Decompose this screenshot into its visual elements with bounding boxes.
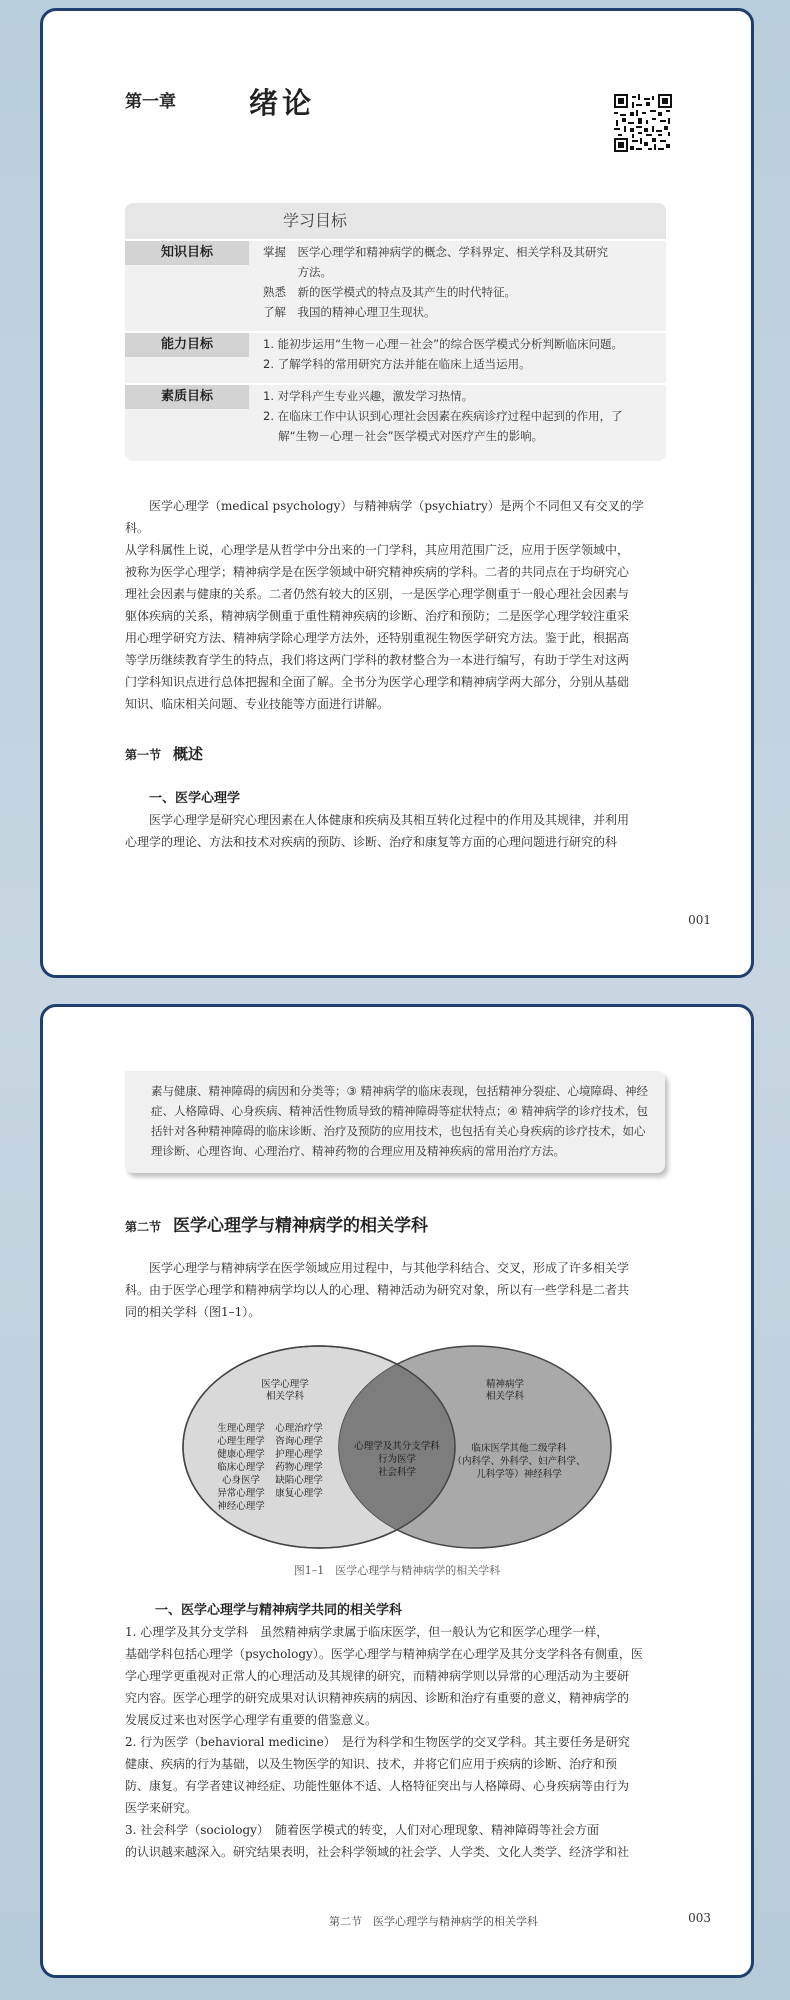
venn-left-item: 神经心理学 xyxy=(217,1501,265,1512)
section-number: 第二节 xyxy=(125,1220,162,1234)
chapter-label: 第一章 xyxy=(125,92,176,112)
goals-label: 能力目标 xyxy=(125,333,249,357)
subsection-paragraph xyxy=(125,809,665,853)
text-line: 究内容。医学心理学的研究成果对认识精神疾病的病因、诊断和治疗有重要的意义，精神病学的 xyxy=(125,1691,630,1705)
goals-header: 学习目标 xyxy=(125,203,666,239)
page-number: 003 xyxy=(688,1911,711,1925)
venn-left-item: 健康心理学 xyxy=(217,1449,265,1460)
page-tab-marker xyxy=(740,51,754,65)
text-line: 理社会因素与健康的关系。二者仍然有较大的区别，一是医学心理学侧重于一般心理社会因素与 xyxy=(125,587,630,601)
subsection-heading: 一、医学心理学与精神病学共同的相关学科 xyxy=(155,1603,403,1618)
venn-left-item: 咨询心理学 xyxy=(275,1436,323,1447)
text-line: 学心理学更重视对正常人的心理活动及其规律的研究，而精神病学则以异常的心理活动为主要研 xyxy=(125,1669,630,1683)
section-heading xyxy=(125,743,203,764)
text-line: 医学心理学（medical psychology）与精神病学（psychiatry）是两个不同但又有交叉的学科。 xyxy=(125,499,644,535)
summary-line: 理诊断、心理咨询、心理治疗、精神药物的合理应用及精神疾病的常用治疗方法。 xyxy=(151,1144,565,1158)
venn-left-item: 生理心理学 xyxy=(217,1423,265,1434)
list-item xyxy=(125,1819,665,1863)
goals-line: 2. 在临床工作中认识到心理社会因素在疾病诊疗过程中起到的作用，了 xyxy=(263,409,623,423)
page-001 xyxy=(40,8,754,978)
text-line: 用心理学研究方法、精神病学除心理学方法外，还特别重视生物医学研究方法。鉴于此，根据高 xyxy=(125,631,630,645)
text-line: 被称为医学心理学；精神病学是在医学领域中研究精神疾病的学科。二者的共同点在于均研究心 xyxy=(125,565,630,579)
text-line: 医学来研究。 xyxy=(125,1801,198,1815)
section-title: 概述 xyxy=(173,745,204,763)
venn-diagram xyxy=(181,1343,613,1551)
text-line: 1. 心理学及其分支学科 虽然精神病学隶属于临床医学，但一般认为它和医学心理学一样， xyxy=(125,1625,609,1639)
goals-line: 方法。 xyxy=(263,265,332,279)
text-line: 心理学的理论、方法和技术对疾病的预防、诊断、治疗和康复等方面的心理问题进行研究的科 xyxy=(125,835,618,849)
venn-left-item: 心理生理学 xyxy=(217,1436,265,1447)
venn-center-item: 社会科学 xyxy=(377,1467,417,1478)
venn-right-item: 儿科学等）神经科学 xyxy=(476,1469,562,1480)
text-line: 知识、临床相关问题、专业技能等方面进行讲解。 xyxy=(125,697,390,711)
goals-line: 熟悉 新的医学模式的特点及其产生的时代特征。 xyxy=(263,285,516,299)
summary-line: 症、人格障碍、心身疾病、精神活性物质导致的精神障碍等症状特点；④ 精神病学的诊疗技术，包 xyxy=(151,1104,648,1118)
text-line: 从学科属性上说，心理学是从哲学中分出来的一门学科，其应用范围广泛，应用于医学领域中， xyxy=(125,543,630,557)
text-line: 防、康复。有学者建议神经症、功能性躯体不适、人格特征突出与人格障碍、心身疾病等由行为 xyxy=(125,1779,630,1793)
goals-line: 了解 我国的精神心理卫生现状。 xyxy=(263,305,436,319)
text-line: 同的相关学科（图1–1）。 xyxy=(125,1305,261,1319)
qr-code-icon[interactable] xyxy=(614,94,672,152)
goals-line: 掌握 医学心理学和精神病学的概念、学科界定、相关学科及其研究 xyxy=(263,245,608,259)
goals-line: 1. 对学科产生专业兴趣，激发学习热情。 xyxy=(263,389,474,403)
running-footer: 第二节 医学心理学与精神病学的相关学科 xyxy=(329,1915,538,1928)
page-003 xyxy=(40,1004,754,1978)
goals-row-knowledge xyxy=(125,239,666,331)
venn-left-item: 异常心理学 xyxy=(217,1488,265,1499)
text-line: 等学历继续教育学生的特点，我们将这两门学科的教材整合为一本进行编写，有助于学生对这两 xyxy=(125,653,630,667)
page-number: 001 xyxy=(688,913,711,927)
goals-line: 解“生物－心理－社会”医学模式对医疗产生的影响。 xyxy=(263,429,544,443)
goals-row-ability xyxy=(125,331,666,383)
chapter-title: 绪论 xyxy=(249,86,316,120)
section-heading xyxy=(125,1211,428,1236)
text-line: 2. 行为医学（behavioral medicine） 是行为科学和生物医学的交叉学科。其主要任务是研究 xyxy=(125,1735,630,1749)
venn-right-title: 精神病学 xyxy=(485,1379,525,1390)
section2-paragraph xyxy=(125,1257,665,1323)
venn-left-item: 缺陷心理学 xyxy=(275,1475,323,1486)
figure-caption: 图1–1 医学心理学与精神病学的相关学科 xyxy=(293,1564,501,1577)
text-line: 躯体疾病的关系，精神病学侧重于重性精神疾病的诊断、治疗和预防；二是医学心理学较注重采 xyxy=(125,609,630,623)
venn-left-item: 护理心理学 xyxy=(275,1449,323,1460)
venn-right-item: 临床医学其他二级学科 xyxy=(471,1443,567,1454)
text-line: 健康、疾病的行为基础，以及生物医学的知识、技术，并将它们应用于疾病的诊断、治疗和预 xyxy=(125,1757,618,1771)
list-item xyxy=(125,1621,665,1731)
venn-center-item: 心理学及其分支学科 xyxy=(354,1441,440,1452)
text-line: 的认识越来越深入。研究结果表明，社会科学领域的社会学、人学类、文化人类学、经济学和社 xyxy=(125,1845,630,1859)
goals-line: 2. 了解学科的常用研究方法并能在临床上适当运用。 xyxy=(263,357,531,371)
text-line: 医学心理学是研究心理因素在人体健康和疾病及其相互转化过程中的作用及其规律，并利用 xyxy=(125,813,630,827)
goals-row-quality xyxy=(125,383,666,459)
intro-paragraph xyxy=(125,495,665,715)
venn-left-item: 心身医学 xyxy=(221,1475,261,1486)
venn-left-item: 药物心理学 xyxy=(275,1462,323,1473)
goals-line: 1. 能初步运用“生物－心理－社会”的综合医学模式分析判断临床问题。 xyxy=(263,337,624,351)
venn-center-item: 行为医学 xyxy=(377,1454,417,1465)
goals-label: 素质目标 xyxy=(125,385,249,409)
venn-left-title: 相关学科 xyxy=(265,1391,305,1402)
venn-left-item: 临床心理学 xyxy=(217,1462,265,1473)
summary-line: 素与健康、精神障碍的病因和分类等；③ 精神病学的临床表现，包括精神分裂症、心境障碍、神经 xyxy=(151,1084,648,1098)
text-line: 3. 社会科学（sociology） 随着医学模式的转变，人们对心理现象、精神障碍等社会方面 xyxy=(125,1823,599,1837)
subsection-heading: 一、医学心理学 xyxy=(149,791,241,806)
learning-goals-box xyxy=(125,203,666,461)
text-line: 科。由于医学心理学和精神病学均以人的心理、精神活动为研究对象，所以有一些学科是二者共 xyxy=(125,1283,630,1297)
venn-left-item: 康复心理学 xyxy=(275,1488,323,1499)
list-item xyxy=(125,1731,665,1819)
section-number: 第一节 xyxy=(125,748,162,762)
text-line: 门学科知识点进行总体把握和全面了解。全书分为医学心理学和精神病学两大部分，分别从基础 xyxy=(125,675,630,689)
section-title: 医学心理学与精神病学的相关学科 xyxy=(173,1216,429,1236)
summary-box xyxy=(125,1071,665,1173)
venn-right-item: （内科学、外科学、妇产科学、 xyxy=(452,1456,586,1467)
text-line: 发展反过来也对医学心理学有重要的借鉴意义。 xyxy=(125,1713,378,1727)
goals-label: 知识目标 xyxy=(125,241,249,265)
text-line: 基础学科包括心理学（psychology）。医学心理学与精神病学在心理学及其分支学科各有侧重，医 xyxy=(125,1647,643,1661)
venn-left-title: 医学心理学 xyxy=(261,1379,309,1390)
text-line: 医学心理学与精神病学在医学领域应用过程中，与其他学科结合、交叉，形成了许多相关学 xyxy=(125,1261,630,1275)
venn-left-item: 心理治疗学 xyxy=(275,1423,323,1434)
venn-right-title: 相关学科 xyxy=(485,1391,525,1402)
summary-line: 括针对各种精神障碍的临床诊断、治疗及预防的应用技术，也包括有关心身疾病的诊疗技术，如心 xyxy=(151,1124,646,1138)
